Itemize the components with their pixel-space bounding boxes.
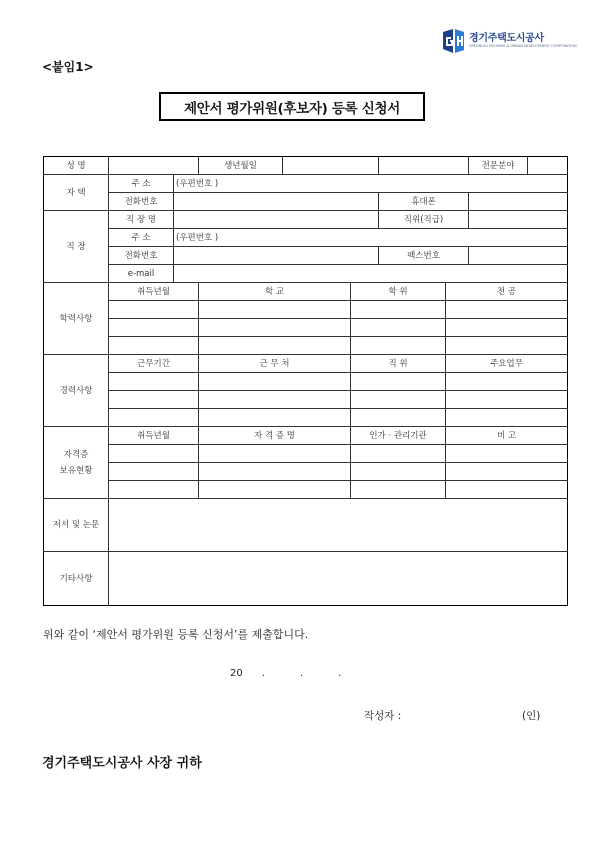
home-address-label: 주 소 (109, 175, 174, 193)
education-cell[interactable] (446, 337, 568, 355)
education-header: 학 위 (351, 283, 446, 301)
etc-row (44, 552, 568, 606)
education-cell[interactable] (199, 319, 351, 337)
career-row (44, 391, 568, 409)
name-field[interactable] (109, 157, 199, 175)
registration-form-table (43, 156, 568, 606)
work-address-label: 주 소 (109, 229, 174, 247)
education-cell[interactable] (351, 337, 446, 355)
addressee: 경기주택도시공사 사장 귀하 (42, 756, 202, 771)
certificate-section-label (44, 427, 109, 499)
home-address-row (44, 175, 568, 193)
work-phone-field[interactable] (174, 247, 379, 265)
career-header: 근무기간 (109, 355, 199, 373)
certificate-cell[interactable] (351, 481, 446, 499)
email-field[interactable] (174, 265, 568, 283)
name-label: 성 명 (44, 157, 109, 175)
career-cell[interactable] (446, 391, 568, 409)
certificate-cell[interactable] (351, 463, 446, 481)
certificate-header: 자 격 증 명 (199, 427, 351, 445)
gh-logo-icon (440, 28, 466, 54)
certificate-header: 비 고 (446, 427, 568, 445)
certificate-cell[interactable] (446, 445, 568, 463)
education-cell[interactable] (446, 319, 568, 337)
certificate-cell[interactable] (109, 445, 199, 463)
position-label: 직위(직급) (379, 211, 469, 229)
certificate-cell[interactable] (199, 463, 351, 481)
attachment-label: <붙임1> (42, 60, 94, 74)
spacer-cell (379, 157, 469, 175)
workplace-field[interactable] (174, 211, 379, 229)
form-title: 제안서 평가위원(후보자) 등록 신청서 (159, 92, 425, 121)
birthdate-field[interactable] (283, 157, 379, 175)
birthdate-label: 생년월일 (199, 157, 283, 175)
certificate-section-line2: 보유현황 (59, 465, 93, 476)
career-cell[interactable] (446, 409, 568, 427)
home-phone-field[interactable] (174, 193, 379, 211)
writer-label: 작성자 : (364, 710, 402, 722)
workplace-row (44, 211, 568, 229)
career-header-row (44, 355, 568, 373)
home-address-field[interactable]: (우편번호 ) (174, 175, 568, 193)
career-cell[interactable] (351, 391, 446, 409)
education-cell[interactable] (351, 301, 446, 319)
logo-text: 경기주택도시공사 (469, 33, 544, 44)
publications-row (44, 499, 568, 552)
basic-info-row (44, 157, 568, 175)
certificate-section-line1: 자격증 (63, 449, 89, 460)
certificate-cell[interactable] (199, 481, 351, 499)
position-field[interactable] (469, 211, 568, 229)
career-cell[interactable] (351, 373, 446, 391)
career-cell[interactable] (446, 373, 568, 391)
education-section-label: 학력사항 (44, 283, 109, 355)
education-cell[interactable] (109, 319, 199, 337)
certificate-header-row (44, 427, 568, 445)
certificate-cell[interactable] (351, 445, 446, 463)
work-section-label: 직 장 (44, 211, 109, 283)
home-phone-row (44, 193, 568, 211)
career-row (44, 373, 568, 391)
education-cell[interactable] (109, 337, 199, 355)
career-cell[interactable] (199, 409, 351, 427)
email-row (44, 265, 568, 283)
certificate-header: 취득년월 (109, 427, 199, 445)
education-header-row (44, 283, 568, 301)
education-row (44, 301, 568, 319)
publications-field[interactable] (109, 499, 568, 552)
education-header: 학 교 (199, 283, 351, 301)
career-header: 직 위 (351, 355, 446, 373)
field-field[interactable] (528, 157, 568, 175)
career-row (44, 409, 568, 427)
submission-statement: 위와 같이 ‘제안서 평가위원 등록 신청서’를 제출합니다. (43, 628, 309, 641)
education-cell[interactable] (109, 301, 199, 319)
home-section-label: 자 택 (44, 175, 109, 211)
career-cell[interactable] (351, 409, 446, 427)
fax-label: 팩스번호 (379, 247, 469, 265)
mobile-label: 휴대폰 (379, 193, 469, 211)
education-header: 취득년월 (109, 283, 199, 301)
career-cell[interactable] (109, 391, 199, 409)
career-header: 주요업무 (446, 355, 568, 373)
certificate-cell[interactable] (446, 481, 568, 499)
education-cell[interactable] (199, 301, 351, 319)
certificate-row (44, 481, 568, 499)
education-row (44, 319, 568, 337)
home-phone-label: 전화번호 (109, 193, 174, 211)
education-header: 전 공 (446, 283, 568, 301)
certificate-row (44, 445, 568, 463)
date-line: 20 . . . (230, 668, 342, 679)
certificate-cell[interactable] (199, 445, 351, 463)
career-cell[interactable] (199, 373, 351, 391)
etc-field[interactable] (109, 552, 568, 606)
work-address-field[interactable]: (우편번호 ) (174, 229, 568, 247)
logo-subtext: GYEONGGI HOUSING & URBAN DEVELOPMENT CORPORATION (469, 44, 577, 48)
certificate-cell[interactable] (446, 463, 568, 481)
education-row (44, 337, 568, 355)
career-cell[interactable] (199, 391, 351, 409)
work-phone-row (44, 247, 568, 265)
seal-label: (인) (522, 710, 541, 722)
publications-label: 저서 및 논문 (44, 499, 109, 552)
fax-field[interactable] (469, 247, 568, 265)
education-cell[interactable] (351, 319, 446, 337)
certificate-header: 인가 · 관리기관 (351, 427, 446, 445)
workplace-label: 직 장 명 (109, 211, 174, 229)
mobile-field[interactable] (469, 193, 568, 211)
career-cell[interactable] (109, 373, 199, 391)
certificate-cell[interactable] (109, 481, 199, 499)
email-label: e-mail (109, 265, 174, 283)
education-cell[interactable] (199, 337, 351, 355)
certificate-row (44, 463, 568, 481)
company-logo (440, 28, 577, 54)
certificate-cell[interactable] (109, 463, 199, 481)
education-cell[interactable] (446, 301, 568, 319)
career-section-label: 경력사항 (44, 355, 109, 427)
field-label: 전문분야 (469, 157, 528, 175)
work-phone-label: 전화번호 (109, 247, 174, 265)
career-cell[interactable] (109, 409, 199, 427)
work-address-row (44, 229, 568, 247)
etc-label: 기타사항 (44, 552, 109, 606)
career-header: 근 무 처 (199, 355, 351, 373)
